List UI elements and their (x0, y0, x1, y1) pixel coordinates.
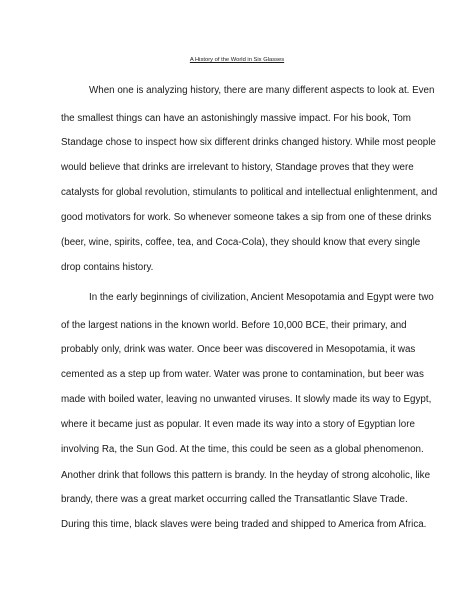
paragraph-2-line-5: made with boiled water, leaving no unwanted viruses. It slowly made its way to Egypt, (61, 394, 432, 405)
paragraph-2-line-4: cemented as a step up from water. Water was prone to contamination, but beer was (61, 369, 424, 380)
paragraph-2-line-10: During this time, black slaves were being traded and shipped to America from Africa. (61, 519, 427, 530)
paragraph-2-line-8: Another drink that follows this pattern is brandy. In the heyday of strong alcoholic, like (61, 470, 431, 481)
paragraph-1-line-4: would believe that drinks are irrelevant to history, Standage proves that they were (61, 162, 414, 173)
paragraph-2-line-2: of the largest nations in the known world. Before 10,000 BCE, their primary, and (61, 320, 407, 331)
paragraph-2-line-6: where it became just as popular. It even made its way into a story of Egyptian lore (61, 419, 415, 430)
document-title: A History of the World in Six Glasses (189, 57, 285, 63)
paragraph-2-line-1: In the early beginnings of civilization, Ancient Mesopotamia and Egypt were two (89, 292, 434, 303)
paragraph-1-line-3: Standage chose to inspect how six different drinks changed history. While most people (61, 137, 436, 148)
paragraph-2-line-7: involving Ra, the Sun God. At the time, this could be seen as a global phenomenon. (61, 444, 424, 455)
paragraph-1-line-1: When one is analyzing history, there are many different aspects to look at. Even (89, 85, 435, 96)
paragraph-1-line-2: the smallest things can have an astonishingly massive impact. For his book, Tom (61, 113, 411, 124)
paragraph-1-line-5: catalysts for global revolution, stimulants to political and intellectual enlightenment, and (61, 187, 438, 198)
paragraph-1-line-6: good motivators for work. So whenever someone takes a sip from one of these drinks (61, 212, 432, 223)
paragraph-1-line-7: (beer, wine, spirits, coffee, tea, and Coca-Cola), they should know that every single (61, 237, 421, 248)
paragraph-1-line-8: drop contains history. (61, 262, 154, 273)
paragraph-2-line-9: brandy, there was a great market occurring called the Transatlantic Slave Trade. (61, 494, 408, 505)
paragraph-2-line-3: probably only, drink was water. Once beer was discovered in Mesopotamia, it was (61, 344, 416, 355)
